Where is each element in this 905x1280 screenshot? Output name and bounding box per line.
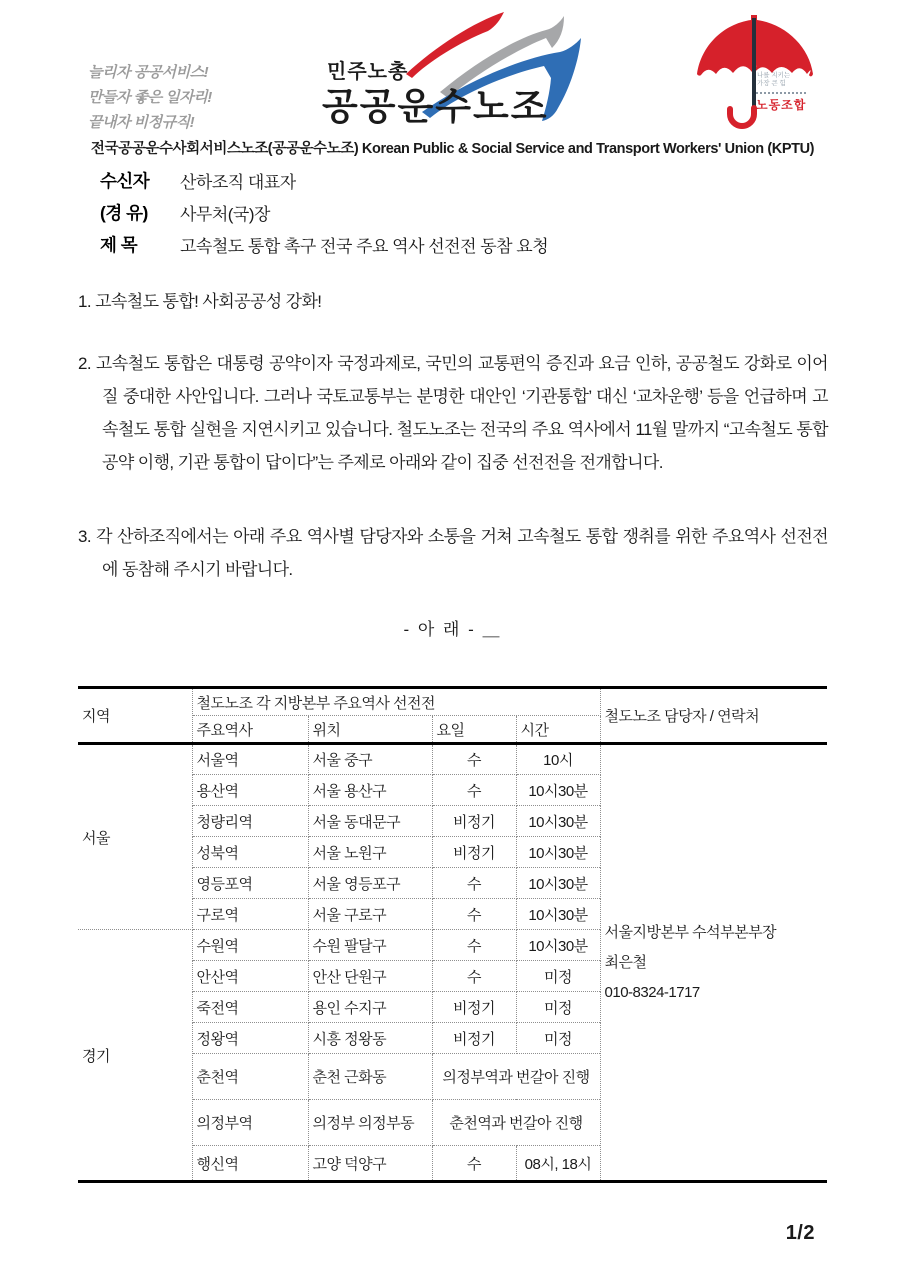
station-cell: 행신역 [192,1146,308,1182]
station-cell: 정왕역 [192,1023,308,1054]
day-cell: 수 [432,899,516,930]
location-cell: 안산 단원구 [308,961,432,992]
location-cell: 서울 용산구 [308,775,432,806]
time-cell: 미정 [516,992,600,1023]
day-cell: 비정기 [432,1023,516,1054]
station-cell: 구로역 [192,899,308,930]
day-cell: 수 [432,961,516,992]
day-cell: 수 [432,868,516,899]
logo-union-text: 공공운수노조 [322,86,549,127]
col-header-region: 지역 [78,688,192,744]
time-cell: 10시30분 [516,930,600,961]
day-cell: 수 [432,744,516,775]
station-cell: 의정부역 [192,1100,308,1146]
body-paragraph-3: 3. 각 산하조직에서는 아래 주요 역사별 담당자와 소통을 거쳐 고속철도 통합 쟁취를 위한 주요역사 선전전에 동참해 주시기 바랍니다. [78,527,828,579]
time-cell: 10시30분 [516,837,600,868]
day-cell: 비정기 [432,806,516,837]
time-cell: 10시30분 [516,775,600,806]
letter-fields [100,164,548,260]
location-cell: 용인 수지구 [308,992,432,1023]
field-label: 제 목 [100,234,138,255]
logo-federation-text: 민주노총 [327,61,409,83]
field-label: 수신자 [100,170,150,191]
contact-name: 최은철 [604,953,647,971]
day-cell: 비정기 [432,992,516,1023]
time-cell: 미정 [516,1023,600,1054]
location-cell: 서울 동대문구 [308,806,432,837]
location-cell: 수원 팔달구 [308,930,432,961]
location-cell: 고양 덕양구 [308,1146,432,1182]
station-cell: 용산역 [192,775,308,806]
slogan-line: 끝내자 비정규직! [88,114,195,131]
location-cell: 서울 중구 [308,744,432,775]
region-label-gyeonggi: 경기 [78,930,192,1182]
station-cell: 서울역 [192,744,308,775]
station-cell: 수원역 [192,930,308,961]
station-schedule-table [78,686,827,1183]
contact-title: 서울지방본부 수석부본부장 [604,923,777,941]
time-cell: 10시30분 [516,806,600,837]
table-group-title: 철도노조 각 지방본부 주요역사 선전전 [192,688,600,716]
location-cell: 의정부 의정부동 [308,1100,432,1146]
col-header-location: 위치 [308,716,432,744]
contact-phone: 010-8324-1717 [604,983,700,1001]
day-cell: 비정기 [432,837,516,868]
umbrella-slogan-text: 나를 지키는 가장 큰 힘 [757,72,791,87]
region-label-seoul: 서울 [78,744,192,930]
header-slogans [88,60,212,135]
umbrella-label-text: 노동조합 [756,92,806,113]
slogan-line: 만들자 좋은 일자리! [88,89,212,106]
page-number: 1/2 [785,1222,815,1244]
station-cell: 안산역 [192,961,308,992]
station-cell: 성북역 [192,837,308,868]
station-cell: 청량리역 [192,806,308,837]
time-cell: 미정 [516,961,600,992]
field-value: 산하조직 대표자 [180,172,296,192]
merged-schedule-cell: 춘천역과 번갈아 진행 [432,1100,600,1146]
below-divider-text: - 아 래 - ＿ [403,620,502,639]
location-cell: 춘천 근화동 [308,1054,432,1100]
col-header-station: 주요역사 [192,716,308,744]
station-cell: 죽전역 [192,992,308,1023]
field-label: (경 유) [100,202,148,223]
col-header-contact: 철도노조 담당자 / 연락처 [600,688,827,744]
body-paragraph-1: 1. 고속철도 통합! 사회공공성 강화! [78,292,322,311]
field-recipient [100,164,548,196]
field-subject [100,228,548,260]
day-cell: 수 [432,775,516,806]
contact-cell [600,744,827,1182]
day-cell: 수 [432,930,516,961]
field-via [100,196,548,228]
organization-name-line: 전국공공운수사회서비스노조(공공운수노조) Korean Public & Social Service and Transport Workers' Union (KPTU) [90,141,815,157]
field-value: 사무처(국)장 [180,204,270,224]
col-header-day: 요일 [432,716,516,744]
time-cell: 10시 [516,744,600,775]
col-header-time: 시간 [516,716,600,744]
field-value: 고속철도 통합 촉구 전국 주요 역사 선전전 동참 요청 [180,236,549,256]
slogan-line: 늘리자 공공서비스! [88,64,209,81]
table-row [78,744,827,775]
time-cell: 10시30분 [516,868,600,899]
location-cell: 시흥 정왕동 [308,1023,432,1054]
time-cell: 10시30분 [516,899,600,930]
location-cell: 서울 영등포구 [308,868,432,899]
station-cell: 춘천역 [192,1054,308,1100]
time-cell: 08시, 18시 [516,1146,600,1182]
location-cell: 서울 구로구 [308,899,432,930]
location-cell: 서울 노원구 [308,837,432,868]
station-cell: 영등포역 [192,868,308,899]
body-paragraph-2: 2. 고속철도 통합은 대통령 공약이자 국정과제로, 국민의 교통편익 증진과 요금 인하, 공공철도 강화로 이어질 중대한 사안입니다. 그러나 국토교통부는 분명한 대안인 ‘기관통합’ 대신 ‘교차운행’ 등을 언급하며 고속철도 통합 실현을 지연시키고 있습니다. 철도노조는 전국의 주요 역사에서 11월 말까지 “고속철도 통합 공약 이행, 기관 통합이 답이다”는 주제로 아래와 같이 집중 선전전을 전개합니다. [78,354,828,472]
day-cell: 수 [432,1146,516,1182]
merged-schedule-cell: 의정부역과 번갈아 진행 [432,1054,600,1100]
